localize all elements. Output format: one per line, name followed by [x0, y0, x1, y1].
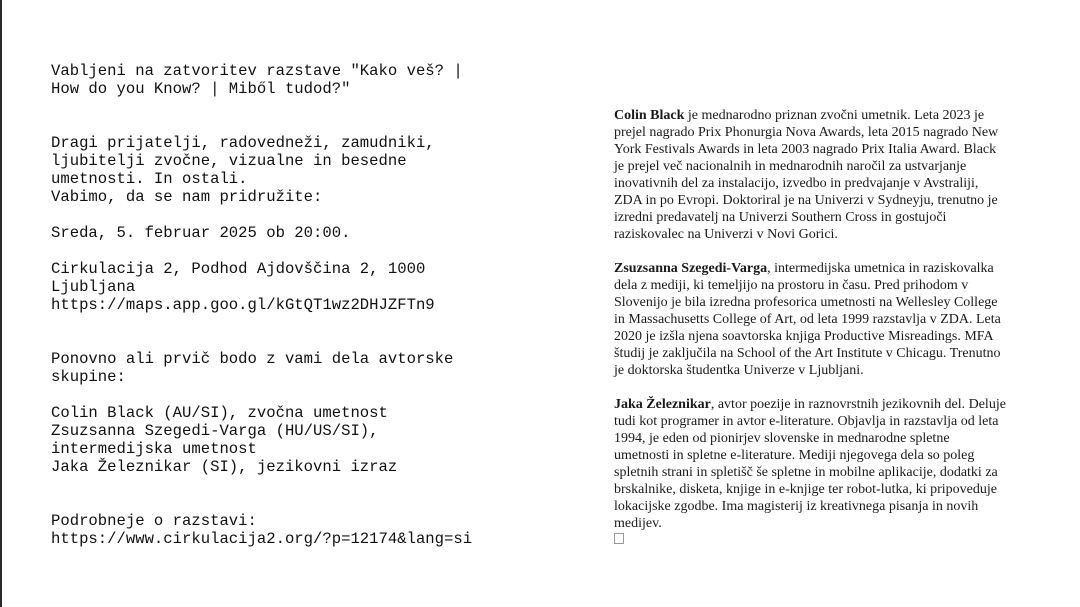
bio-szegedi-varga: [614, 260, 1006, 379]
artist-colin-black: Colin Black (AU/SI), zvočna umetnost: [51, 404, 388, 422]
artist-szegedi-varga-line-1: Zsuzsanna Szegedi-Varga (HU/US/SI),: [51, 422, 379, 440]
greeting-line-1: Dragi prijatelji, radovedneži, zamudniki,: [51, 134, 435, 152]
artist-bios: [614, 107, 1006, 549]
group-intro-line-1: Ponovno ali prvič bodo z vami dela avtorske: [51, 350, 454, 368]
venue-line-1: Cirkulacija 2, Podhod Ajdovščina 2, 1000: [51, 260, 426, 278]
bio-zeleznikar: [614, 396, 1006, 532]
artist-zeleznikar: Jaka Železnikar (SI), jezikovni izraz: [51, 458, 398, 476]
bio-text: , avtor poezije in raznovrstnih jezikovnih del. Deluje tudi kot programer in avtor e-literature. Objavlja in razstavlja od leta 1994, je eden od pionirjev slovenske in mednarodne spletne umetnosti in spletne e-literature. Mediji njegovega dela so poleg spletnih strani in spletišč še spletne in mobilne aplikacije, dodatki za brskalnike, disketa, knjige in e-knjige ter robot-lutka, ki pripoveduje lokacijske zgodbe. Ima magisterij iz kreativnega pisanja in novih medijev.: [614, 397, 1006, 531]
artist-szegedi-varga-line-2: intermedijska umetnost: [51, 440, 257, 458]
bio-text: , intermedijska umetnica in raziskovalka dela z mediji, ki temeljijo na prostoru in času. Pred prihodom v Slovenijo je bila izredna profesorica umetnosti na Wellesley College in Massachusetts College of Art, od leta 1999 razstavlja v ZDA. Leta 2020 je izšla njena soavtorska knjiga Productive Misreadings. MFA študij je zaključila na School of the Art Institute v Chicagu. Trenutno je doktorska študentka Univerze v Ljubljani.: [614, 261, 1001, 378]
invitation-title-line-1: Vabljeni na zatvoritev razstave "Kako veš? |: [51, 62, 463, 80]
bio-text: je mednarodno priznan zvočni umetnik. Leta 2023 je prejel nagrado Prix Phonurgia Nova Awards, leta 2015 nagrado New York Festivals Awards in leta 2003 nagrado Prix Italia Award. Black je prejel več nacionalnih in mednarodnih naročil za ustvarjanje inovativnih del za instalacijo, izvedbo in predvajanje v Avstraliji, ZDA in po Evropi. Doktoriral je na Univerzi v Sydneyju, trenutno je izredni predavatelj na Univerzi Southern Cross in gostujoči raziskovalec na Univerzi v Novi Gorici.: [614, 108, 999, 242]
greeting-line-2: ljubitelji zvočne, vizualne in besedne: [51, 152, 407, 170]
greeting-line-3: umetnosti. In ostali.: [51, 170, 248, 188]
invitation-text: [51, 62, 571, 548]
invitation-title-line-2: How do you Know? | Miből tudod?": [51, 80, 351, 98]
bio-colin-black: [614, 107, 1006, 243]
map-link[interactable]: https://maps.app.goo.gl/kGtQT1wz2DHJZFTn9: [51, 296, 435, 314]
bio-name: Jaka Železnikar: [614, 397, 711, 412]
greeting-line-4: Vabimo, da se nam pridružite:: [51, 188, 323, 206]
exhibition-link[interactable]: https://www.cirkulacija2.org/?p=12174&lang=si: [51, 530, 473, 548]
event-date: Sreda, 5. februar 2025 ob 20:00.: [51, 224, 351, 242]
group-intro-line-2: skupine:: [51, 368, 126, 386]
bio-name: Colin Black: [614, 108, 685, 123]
venue-line-2: Ljubljana: [51, 278, 136, 296]
bio-name: Zsuzsanna Szegedi-Varga: [614, 261, 768, 276]
more-info-label: Podrobneje o razstavi:: [51, 512, 257, 530]
missing-glyph-icon: [614, 533, 624, 544]
